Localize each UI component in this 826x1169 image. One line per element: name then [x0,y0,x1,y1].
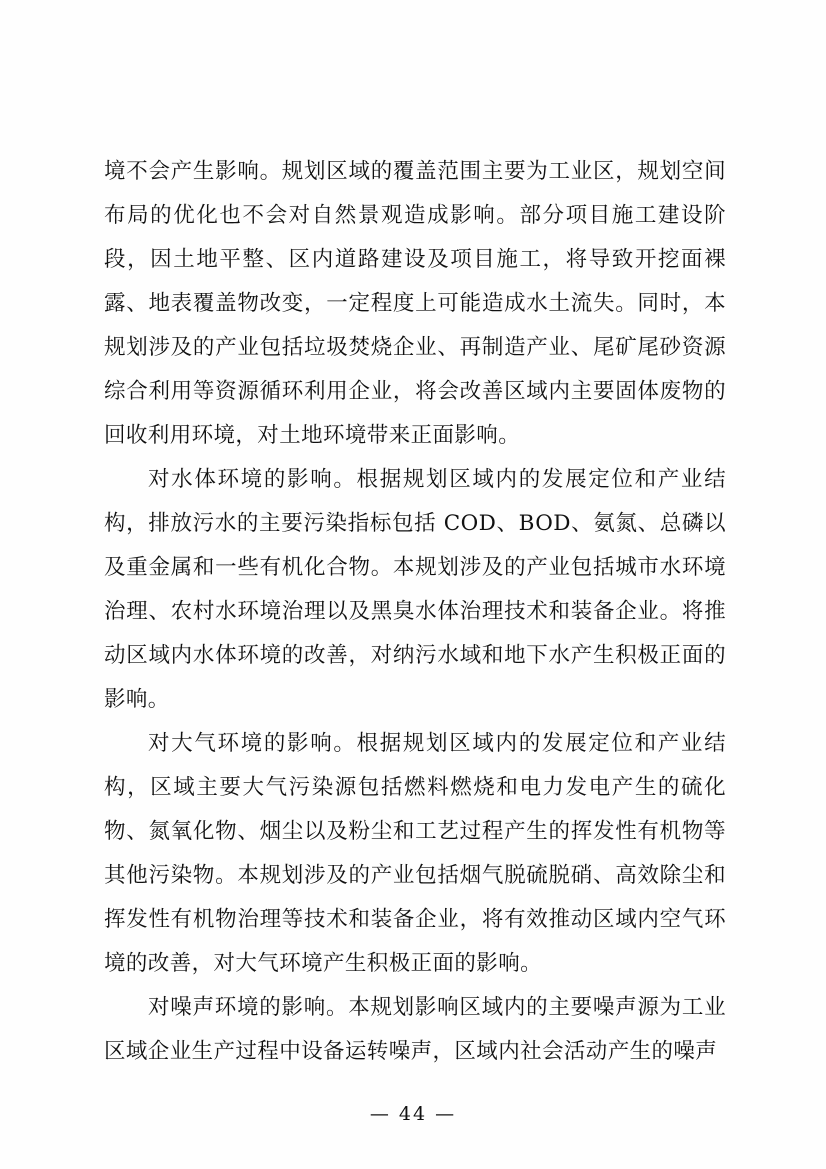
page-number: — 44 — [369,1103,457,1125]
paragraph-4: 对噪声环境的影响。本规划影响区域内的主要噪声源为工业区域企业生产过程中设备运转噪声，区域内社会活动产生的噪声 [104,995,726,1064]
paragraph-1: 境不会产生影响。规划区域的覆盖范围主要为工业区，规划空间布局的优化也不会对自然景观造成影响。部分项目施工建设阶段，因土地平整、区内道路建设及项目施工，将导致开挖面裸露、地表覆盖物改变，一定程度上可能造成水土流失。同时，本规划涉及的产业包括垃圾焚烧企业、再制造产业、尾矿尾砂资源综合利用等资源循环利用企业，将会改善区域内主要固体废物的回收利用环境，对土地环境带来正面影响。 [104,159,726,448]
paragraph-3: 对大气环境的影响。根据规划区域内的发展定位和产业结构，区域主要大气污染源包括燃料燃烧和电力发电产生的硫化物、氮氧化物、烟尘以及粉尘和工艺过程产生的挥发性有机物等其他污染物。本规划涉及的产业包括烟气脱硫脱硝、高效除尘和挥发性有机物治理等技术和装备企业，将有效推动区域内空气环境的改善，对大气环境产生积极正面的影响。 [104,731,726,976]
page-body-text [104,150,726,1074]
paragraph-2: 对水体环境的影响。根据规划区域内的发展定位和产业结构，排放污水的主要污染指标包括 COD、BOD、氨氮、总磷以及重金属和一些有机化合物。本规划涉及的产业包括城市水环境治理、农村水环境治理以及黑臭水体治理技术和装备企业。将推动区域内水体环境的改善，对纳污水域和地下水产生积极正面的影响。 [104,467,726,712]
